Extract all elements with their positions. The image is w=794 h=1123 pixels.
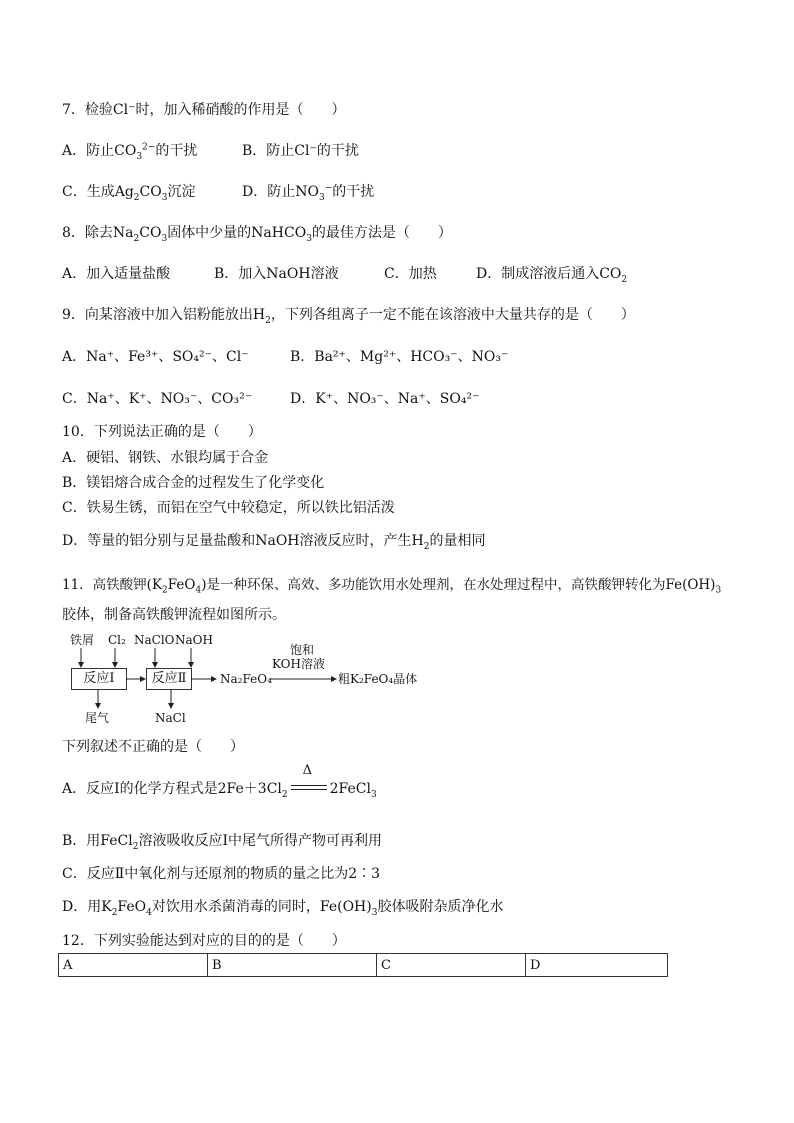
q7-option-c: C．生成$Ag_2CO_3$沉淀 <box>62 184 196 203</box>
flow-output-tailgas: 尾气 <box>85 711 110 725</box>
flow-intermediate: Na₂FeO₄ <box>220 672 272 686</box>
q12-options-table <box>58 953 668 977</box>
q11-option-c: C．反应Ⅱ中氧化剂与还原剂的物质的量之比为2∶3 <box>62 866 381 882</box>
flow-arrows <box>60 640 360 720</box>
q7-option-a: A．防止$CO_3^{2-}$的干扰 <box>62 142 198 162</box>
q8-option-d: D．制成溶液后通入$CO_2$ <box>476 266 628 285</box>
q9-stem: 9．向某溶液中加入铝粉能放出$H_2$，下列各组离子一定不能在该溶液中大量共存的是（ ） <box>62 307 635 326</box>
q10-option-c: C．铁易生锈，而铝在空气中较稳定，所以铁比铝活泼 <box>62 500 395 516</box>
q8-option-b: B．加入NaOH溶液 <box>214 266 339 282</box>
table-row <box>59 954 668 977</box>
q12-header-a: A <box>59 954 208 977</box>
q12-header-b: B <box>208 954 377 977</box>
q11-stem-line2: 胶体，制备高铁酸钾流程如图所示。 <box>62 607 286 623</box>
q12-header-d: D <box>526 954 668 977</box>
q10-option-d: D．等量的铝分别与足量盐酸和NaOH溶液反应时，产生$H_2$的量相同 <box>62 533 486 552</box>
q7-option-b: B．防止Cl⁻的干扰 <box>242 143 359 159</box>
heating-condition-arrow: Δ <box>291 782 327 796</box>
q10-option-a: A．硬铝、钢铁、水银均属于合金 <box>62 450 269 466</box>
q10-option-b: B．镁铝熔合成合金的过程发生了化学变化 <box>62 475 325 491</box>
flow-box-reaction1: 反应Ⅰ <box>71 668 127 690</box>
flow-input-iron: 铁屑 <box>70 633 95 647</box>
q11-option-d: D．用$K_2FeO_4$对饮用水杀菌消毒的同时，$Fe(OH)_3$胶体吸附杂质净化水 <box>62 899 504 918</box>
flow-condition-saturated: 饱和 <box>290 643 315 657</box>
q11-ask: 下列叙述不正确的是（ ） <box>62 739 244 755</box>
flow-input-naclo: NaClO <box>134 633 175 647</box>
q12-stem: 12．下列实验能达到对应的目的的是（ ） <box>62 933 346 949</box>
flow-condition-koh: KOH溶液 <box>272 657 325 671</box>
q9-option-d: D．K⁺、NO₃⁻、Na⁺、SO₄²⁻ <box>290 391 480 407</box>
q9-option-a: A．Na⁺、Fe³⁺、SO₄²⁻、Cl⁻ <box>62 349 249 365</box>
flow-box-reaction2: 反应Ⅱ <box>146 668 192 690</box>
q10-stem: 10．下列说法正确的是（ ） <box>62 424 262 440</box>
flow-input-cl2: Cl₂ <box>108 633 126 647</box>
q7-stem: 7．检验Cl⁻时，加入稀硝酸的作用是（ ） <box>62 102 346 118</box>
flow-input-naoh: NaOH <box>175 633 213 647</box>
q11-option-a: A．反应Ⅰ的化学方程式是$2Fe+3Cl_2$ Δ 2FeCl$_3$ <box>62 763 377 800</box>
q8-option-c: C．加热 <box>384 266 437 282</box>
q9-option-b: B．Ba²⁺、Mg²⁺、HCO₃⁻、NO₃⁻ <box>290 349 509 365</box>
q11-stem: 11．高铁酸钾$(K_2FeO_4)$是一种环保、高效、多功能饮用水处理剂，在水处理过程中，高铁酸钾转化为$Fe(OH)_3$ <box>62 577 722 596</box>
q8-option-a: A．加入适量盐酸 <box>62 266 171 282</box>
q12-header-c: C <box>377 954 526 977</box>
flow-output-nacl: NaCl <box>155 711 186 725</box>
q11-option-b: B．用FeCl$_2$溶液吸收反应Ⅰ中尾气所得产物可再利用 <box>62 833 382 852</box>
q9-option-c: C．Na⁺、K⁺、NO₃⁻、CO₃²⁻ <box>62 391 253 407</box>
q7-option-d: D．防止$NO_3^-$的干扰 <box>242 183 375 203</box>
flow-product: 粗K₂FeO₄晶体 <box>338 672 418 686</box>
q8-stem: 8．除去$Na_2CO_3$固体中少量的NaHCO$_3$的最佳方法是（ ） <box>62 225 452 244</box>
